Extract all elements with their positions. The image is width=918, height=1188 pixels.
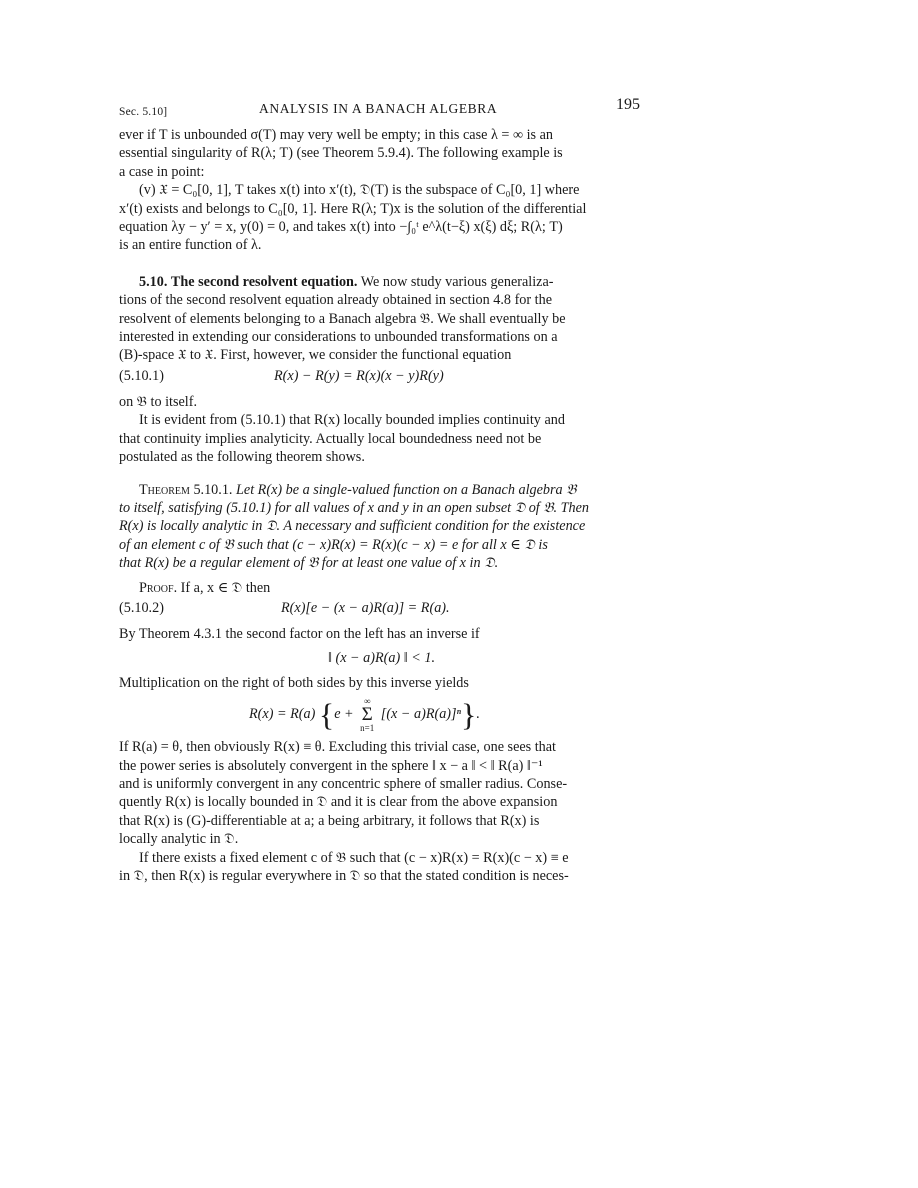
theorem-5-10-1	[119, 481, 644, 573]
series-term: [(x − a)R(a)]ⁿ	[380, 705, 462, 722]
proof-start	[119, 579, 644, 597]
text-line: in 𝔇, then R(x) is regular everywhere in 𝔇 so that the stated condition is neces-	[119, 868, 569, 884]
text-line: By Theorem 4.3.1 the second factor on the left has an inverse if	[119, 625, 480, 642]
text-line: a case in point:	[119, 163, 205, 180]
text-line: essential singularity of R(λ; T) (see Theorem 5.9.4). The following example is	[119, 145, 563, 162]
text-line	[119, 273, 644, 291]
text-line	[119, 481, 644, 499]
text-line: interested in extending our considerations to unbounded transformations on a	[119, 329, 558, 346]
section-title: The second resolvent equation.	[170, 273, 358, 290]
text-line: to itself, satisfying (5.10.1) for all values of x and y in an open subset 𝔇 of 𝔅. Then	[119, 499, 590, 516]
text-run: Let R(x) be a single-valued function on a Banach algebra 𝔅	[236, 481, 577, 498]
text-line: postulated as the following theorem shows.	[119, 449, 365, 466]
text-line: Multiplication on the right of both sides by this inverse yields	[119, 674, 469, 691]
text-line: that R(x) is (G)-differentiable at a; a being arbitrary, it follows that R(x) is	[119, 812, 540, 829]
sigma-symbol: Σ	[361, 704, 373, 726]
equation-body: R(x)[e − (x − a)R(a)] = R(a).	[281, 599, 450, 616]
equation-number: (5.10.2)	[119, 599, 164, 616]
paragraph-power-series	[119, 738, 644, 848]
sum-upper-limit: ∞	[364, 696, 371, 707]
text-line: R(x) is locally analytic in 𝔇. A necessary and sufficient condition for the existence	[119, 518, 586, 535]
text-line: (v) 𝔛 = C₀[0, 1], T takes x(t) into x′(t), 𝔇(T) is the subspace of C₀[0, 1] where	[139, 182, 580, 199]
sum-lower-limit: n=1	[360, 723, 375, 734]
paragraph-continuity	[119, 411, 644, 466]
close-brace: }	[461, 696, 477, 733]
text-line: that R(x) be a regular element of 𝔅 for at least one value of x in 𝔇.	[119, 555, 499, 572]
book-page	[119, 92, 644, 885]
paragraph-unbounded-case	[119, 126, 644, 181]
text-line: the power series is absolutely convergent in the sphere ‖ x − a ‖ < ‖ R(a) ‖⁻¹	[119, 757, 543, 774]
text-line: tions of the second resolvent equation already obtained in section 4.8 for the	[119, 292, 552, 309]
text-line: and is uniformly convergent in any concentric sphere of smaller radius. Conse-	[119, 775, 568, 792]
text-run: If a, x ∈ 𝔇 then	[180, 579, 271, 596]
display-inequality: ‖ (x − a)R(a) ‖ < 1.	[327, 650, 436, 667]
text-line: (B)-space 𝔛 to 𝔛. First, however, we consider the functional equation	[119, 347, 512, 364]
equation-number: (5.10.1)	[119, 367, 164, 384]
text-line: resolvent of elements belonging to a Banach algebra 𝔅. We shall eventually be	[119, 310, 566, 327]
page-number: 195	[616, 96, 640, 113]
text-line: that continuity implies analyticity. Actually local boundedness need not be	[119, 430, 542, 447]
equation-5-10-1	[119, 365, 644, 387]
text-line: is an entire function of λ.	[119, 237, 262, 254]
section-5-10-intro	[119, 273, 644, 365]
text-line: ever if T is unbounded σ(T) may very well be empty; in this case λ = ∞ is an	[119, 127, 553, 143]
open-brace: {	[318, 696, 335, 733]
running-header	[119, 92, 644, 120]
text-line: on 𝔅 to itself.	[119, 393, 198, 410]
section-reference: Sec. 5.10]	[119, 106, 168, 118]
text-line: If R(a) = θ, then obviously R(x) ≡ θ. Excluding this trivial case, one sees that	[119, 739, 556, 756]
text-line: If there exists a fixed element c of 𝔅 such that (c − x)R(x) = R(x)(c − x) ≡ e	[139, 849, 569, 866]
text-run: We now study various generaliza-	[360, 273, 554, 290]
text-line: equation λy − y′ = x, y(0) = 0, and takes x(t) into −∫₀ᵗ e^λ(t−ξ) x(ξ) dξ; R(λ; T)	[119, 219, 563, 236]
equation-5-10-2	[119, 597, 644, 619]
equation-body: R(x) − R(y) = R(x)(x − y)R(y)	[274, 367, 444, 384]
theorem-label: Theorem	[139, 481, 190, 498]
section-number: 5.10.	[139, 273, 168, 290]
proof-label: Proof.	[139, 579, 178, 596]
text-line: x′(t) exists and belongs to C₀[0, 1]. Here R(λ; T)x is the solution of the differential	[119, 200, 587, 217]
text-line: It is evident from (5.10.1) that R(x) locally bounded implies continuity and	[139, 412, 565, 429]
theorem-number: 5.10.1.	[193, 481, 233, 498]
text-line: locally analytic in 𝔇.	[119, 831, 239, 848]
summation-sign	[360, 696, 374, 733]
running-title: ANALYSIS IN A BANACH ALGEBRA	[259, 101, 498, 116]
series-end: .	[476, 705, 480, 722]
series-e-plus: e +	[334, 705, 354, 722]
series-lhs: R(x) = R(a)	[249, 705, 316, 722]
paragraph-example-v	[119, 181, 644, 255]
text-line: of an element c of 𝔅 such that (c − x)R(x) = R(x)(c − x) = e for all x ∈ 𝔇 is	[119, 536, 548, 553]
paragraph-fixed-element	[119, 849, 644, 886]
series-formula	[249, 696, 480, 733]
text-line: quently R(x) is locally bounded in 𝔇 and it is clear from the above expansion	[119, 794, 558, 811]
display-series-expansion	[119, 692, 644, 732]
